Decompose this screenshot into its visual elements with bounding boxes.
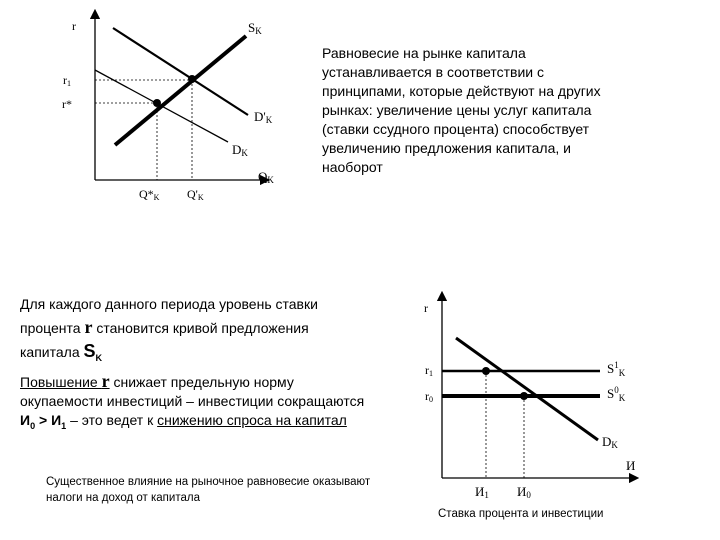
para2-gt: > [35,412,52,428]
para1-part2a: процента [20,320,85,336]
d2-i0-label: И0 [517,484,531,500]
d2-i1-label: И1 [475,484,489,500]
d1-supply-label: SK [248,20,262,36]
para2-i0-sub: 0 [30,420,36,431]
d1-qstar-label: Q*K [139,187,160,202]
para1-part2b: становится кривой предложения [92,320,309,336]
d2-s1-label: $S^1_K$ [607,360,626,378]
para2-underlined1: Повышение [20,374,102,390]
d1-demand-curve-d [95,70,228,142]
para1-part3: капитала [20,344,84,360]
d2-equilibrium-point-1 [482,367,490,375]
para2-r-symbol: r [101,371,110,391]
d1-rstar-label: r* [62,97,72,111]
d2-demand-curve [456,338,598,440]
d1-d1-label: D'K [254,109,273,125]
investment-paragraph [20,372,380,436]
para2-i1-sub: 1 [61,420,67,431]
para2-i1: И [51,412,62,428]
d1-x-axis-label: QK [258,169,274,185]
d1-supply-curve [115,36,246,145]
para2-underlined2: снижению спроса на капитал [157,412,347,428]
d1-q1-label: Q'K [187,187,204,202]
para2-i0: И [20,412,31,428]
para1-line1: Для каждого данного периода уровень ставки [20,296,318,312]
d1-equilibrium-point-1 [188,75,196,83]
capital-equilibrium-text: Равновесие на рынке капитала устанавливается в соответствии с принципами, которые действуют на других рынках: увеличение цены услуг капитала (ставки ссудного процента) способствует увеличению предложения капитала, и наоборот [322,45,601,175]
s-symbol-sub: K [95,352,103,363]
d2-r1-label: r1 [425,363,433,378]
taxes-paragraph: Существенное влияние на рыночное равновесие оказывают налоги на доход от капитала [46,476,371,504]
r-symbol: r [84,317,93,337]
d2-d-label: DK [602,434,618,450]
d2-s0-label: $S^0_K$ [607,385,626,403]
diagram1 [62,14,274,202]
diagram2-caption: Ставка процента и инвестиции [438,508,604,520]
d1-r1-label: r1 [63,73,71,88]
d2-r0-label: r0 [425,389,433,404]
d2-x-axis-label: И [626,458,636,473]
para2-rest1: снижает предельную норму окупаемости инвестиций – инвестиции сокращаются [20,374,365,409]
d2-equilibrium-point-0 [520,392,528,400]
d1-equilibrium-point-star [153,99,161,107]
d1-demand-curve-d1 [113,28,248,115]
supply-curve-paragraph [20,293,400,370]
d1-d-label: DK [232,142,248,158]
d1-y-axis-label: r [72,19,76,33]
diagram2 [424,296,635,500]
s-symbol: S [83,341,96,361]
d2-y-axis-label: r [424,301,428,315]
para2-rest2: – это ведет к [66,412,158,428]
